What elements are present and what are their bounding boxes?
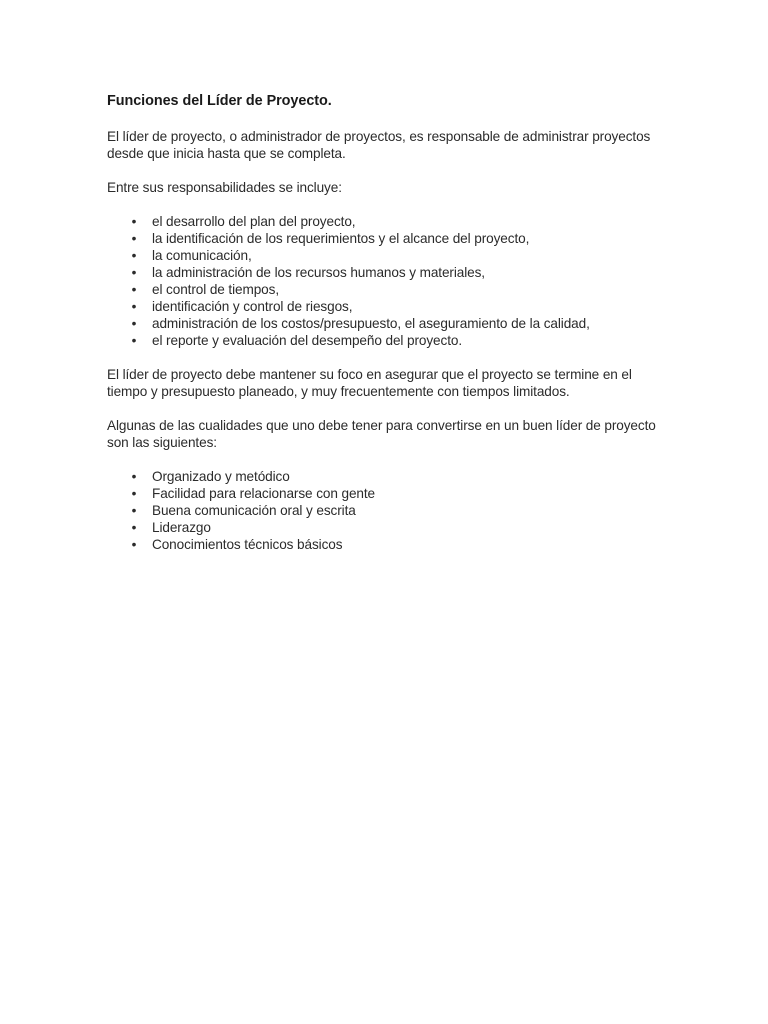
list-item bbox=[107, 213, 667, 230]
responsibilities-heading: Entre sus responsabilidades se incluye: bbox=[107, 180, 342, 195]
list-item-text: la comunicación, bbox=[152, 248, 252, 263]
document-body bbox=[107, 90, 667, 570]
list-item bbox=[107, 230, 667, 247]
bullet-icon: • bbox=[131, 214, 137, 229]
list-item-text: Liderazgo bbox=[152, 520, 211, 535]
list-item bbox=[107, 468, 667, 485]
bullet-icon: • bbox=[131, 231, 137, 246]
list-item-text: la identificación de los requerimientos y el alcance del proyecto, bbox=[152, 231, 530, 246]
list-item bbox=[107, 281, 667, 298]
list-item bbox=[107, 332, 667, 349]
list-item bbox=[107, 264, 667, 281]
list-item-text: administración de los costos/presupuesto, el aseguramiento de la calidad, bbox=[152, 316, 590, 331]
list-item-text: Organizado y metódico bbox=[152, 469, 290, 484]
bullet-icon: • bbox=[131, 520, 137, 535]
list-item-text: Facilidad para relacionarse con gente bbox=[152, 486, 376, 501]
responsibilities-list bbox=[107, 213, 667, 349]
bullet-icon: • bbox=[131, 265, 137, 280]
focus-paragraph: El líder de proyecto debe mantener su foco en asegurar que el proyecto se termine en el tiempo y presupuesto planeado, y muy frecuentemente con tiempos limitados. bbox=[107, 367, 632, 399]
list-item bbox=[107, 502, 667, 519]
list-item bbox=[107, 536, 667, 553]
bullet-icon: • bbox=[131, 282, 137, 297]
intro-paragraph: El líder de proyecto, o administrador de proyectos, es responsable de administrar proyectos desde que inicia hasta que se completa. bbox=[107, 129, 651, 161]
list-item-text: identificación y control de riesgos, bbox=[152, 299, 353, 314]
list-item-text: la administración de los recursos humanos y materiales, bbox=[152, 265, 485, 280]
document-title: Funciones del Líder de Proyecto. bbox=[107, 93, 332, 109]
bullet-icon: • bbox=[131, 469, 137, 484]
bullet-icon: • bbox=[131, 299, 137, 314]
qualities-heading: Algunas de las cualidades que uno debe tener para convertirse en un buen líder de proyecto son las siguientes: bbox=[107, 418, 656, 450]
bullet-icon: • bbox=[131, 537, 137, 552]
list-item-text: el desarrollo del plan del proyecto, bbox=[152, 214, 356, 229]
list-item bbox=[107, 298, 667, 315]
bullet-icon: • bbox=[131, 486, 137, 501]
qualities-list bbox=[107, 468, 667, 553]
list-item-text: el control de tiempos, bbox=[152, 282, 280, 297]
list-item bbox=[107, 519, 667, 536]
bullet-icon: • bbox=[131, 333, 137, 348]
list-item-text: Conocimientos técnicos básicos bbox=[152, 537, 343, 552]
bullet-icon: • bbox=[131, 503, 137, 518]
list-item bbox=[107, 247, 667, 264]
list-item bbox=[107, 315, 667, 332]
list-item bbox=[107, 485, 667, 502]
list-item-text: el reporte y evaluación del desempeño del proyecto. bbox=[152, 333, 463, 348]
list-item-text: Buena comunicación oral y escrita bbox=[152, 503, 356, 518]
bullet-icon: • bbox=[131, 316, 137, 331]
bullet-icon: • bbox=[131, 248, 137, 263]
